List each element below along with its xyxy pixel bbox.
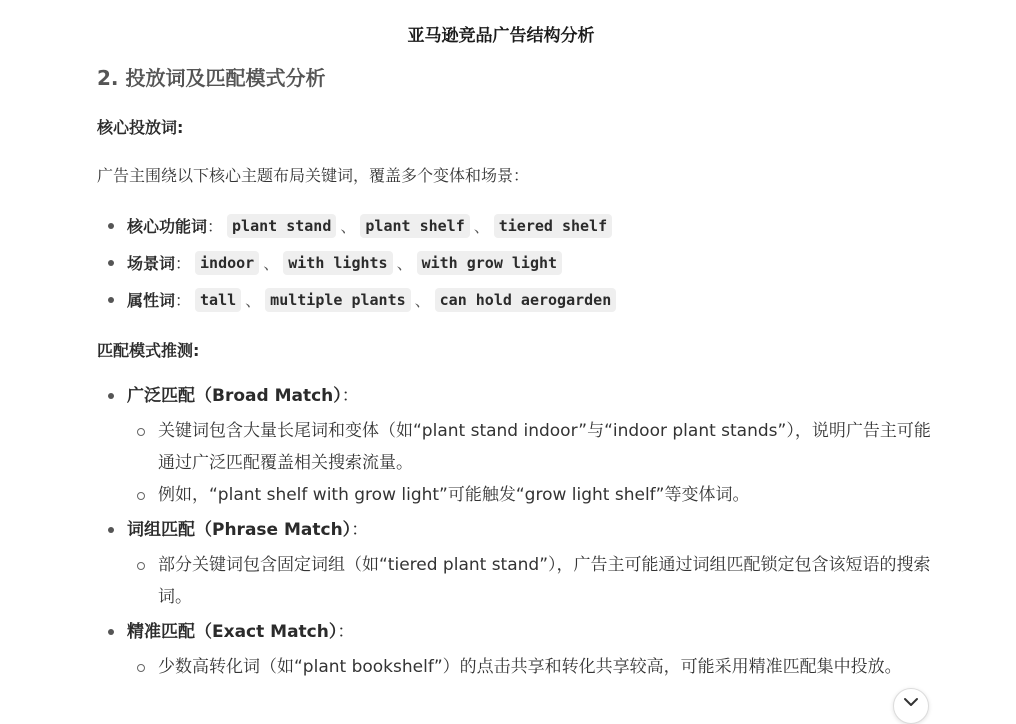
keyword-category-label: 场景词 xyxy=(127,254,176,273)
bullet-icon xyxy=(108,223,114,229)
bullet-icon xyxy=(108,297,114,303)
keyword-list xyxy=(97,207,616,318)
circle-bullet-icon xyxy=(137,428,145,436)
list-item xyxy=(97,511,957,613)
list-item xyxy=(97,244,616,281)
match-mode-suffix: ： xyxy=(341,386,359,406)
match-modes-heading: 匹配模式推测: xyxy=(97,341,200,360)
keyword-term: indoor xyxy=(195,251,259,275)
sub-list-text: 少数高转化词（如“plant bookshelf”）的点击共享和转化共享较高，可能采用精准匹配集中投放。 xyxy=(158,657,902,677)
circle-bullet-icon xyxy=(137,664,145,672)
separator: 、 xyxy=(473,217,490,236)
list-item xyxy=(97,377,957,511)
keyword-term: plant stand xyxy=(227,214,336,238)
match-mode-suffix: ： xyxy=(337,622,355,642)
separator: 、 xyxy=(340,217,357,236)
bullet-icon xyxy=(108,393,114,399)
core-keywords-heading: 核心投放词: xyxy=(97,118,184,137)
separator: 、 xyxy=(396,254,413,273)
sub-list-item xyxy=(127,415,938,479)
keyword-term: tiered shelf xyxy=(494,214,612,238)
keyword-term: with grow light xyxy=(417,251,562,275)
keyword-category-label: 属性词 xyxy=(127,291,176,310)
section-heading: 2. 投放词及匹配模式分析 xyxy=(97,66,326,90)
match-mode-name: 精准匹配（Exact Match） xyxy=(127,622,338,642)
core-keywords-intro: 广告主围绕以下核心主题布局关键词，覆盖多个变体和场景： xyxy=(97,166,530,185)
match-mode-name: 广泛匹配（Broad Match） xyxy=(127,386,342,406)
sub-list-text: 例如，“plant shelf with grow light”可能触发“grow light shelf”等变体词。 xyxy=(158,485,750,505)
page-title: 亚马逊竞品广告结构分析 xyxy=(407,26,595,46)
list-item xyxy=(97,281,616,318)
match-mode-title xyxy=(127,613,957,651)
list-item xyxy=(97,207,616,244)
sub-list-text: 部分关键词包含固定词组（如“tiered plant stand”），广告主可能通过词组匹配锁定包含该短语的搜索词。 xyxy=(158,555,931,607)
bullet-icon xyxy=(108,260,114,266)
match-mode-title xyxy=(127,511,957,549)
bullet-icon xyxy=(108,527,114,533)
sub-list-text: 关键词包含大量长尾词和变体（如“plant stand indoor”与“indoor plant stands”），说明广告主可能通过广泛匹配覆盖相关搜索流量。 xyxy=(158,421,931,473)
separator: 、 xyxy=(414,291,431,310)
separator: 、 xyxy=(263,254,280,273)
chevron-down-icon xyxy=(903,697,919,707)
keyword-term: tall xyxy=(195,288,241,312)
circle-bullet-icon xyxy=(137,562,145,570)
bullet-icon xyxy=(108,629,114,635)
sub-list-item xyxy=(127,479,938,511)
sub-list-item xyxy=(127,549,938,613)
match-mode-title xyxy=(127,377,957,415)
keyword-term: plant shelf xyxy=(360,214,469,238)
sub-list xyxy=(127,415,957,511)
colon: ： xyxy=(207,217,224,236)
scroll-down-button[interactable] xyxy=(893,688,929,724)
colon: ： xyxy=(175,254,192,273)
list-item xyxy=(97,613,957,683)
keyword-term: can hold aerogarden xyxy=(435,288,617,312)
keyword-category-label: 核心功能词 xyxy=(127,217,208,236)
sub-list xyxy=(127,651,957,683)
match-mode-suffix: ： xyxy=(351,520,369,540)
keyword-term: multiple plants xyxy=(265,288,410,312)
circle-bullet-icon xyxy=(137,492,145,500)
match-mode-list xyxy=(97,377,957,683)
colon: ： xyxy=(175,291,192,310)
sub-list xyxy=(127,549,957,613)
keyword-term: with lights xyxy=(283,251,392,275)
match-mode-name: 词组匹配（Phrase Match） xyxy=(127,520,352,540)
separator: 、 xyxy=(245,291,262,310)
sub-list-item xyxy=(127,651,938,683)
